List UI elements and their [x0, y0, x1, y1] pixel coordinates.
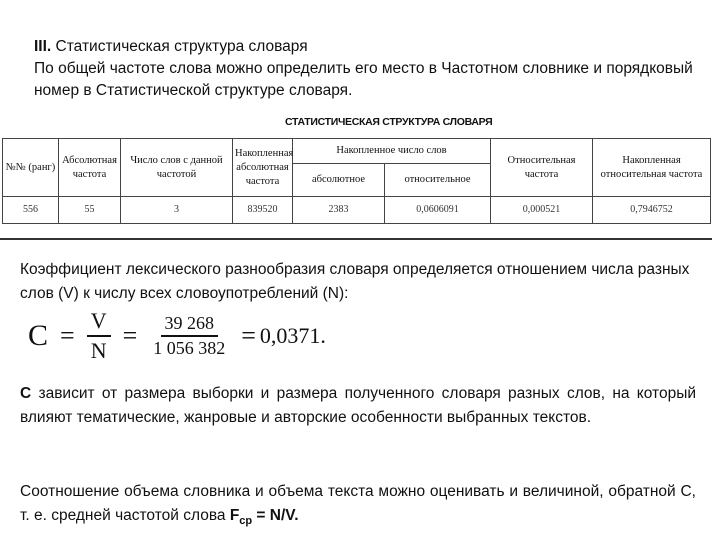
fraction-denominator: N	[90, 338, 107, 363]
section-header	[34, 36, 694, 102]
cell-rel-freq: 0,000521	[491, 197, 593, 224]
cell-words-count: 3	[121, 197, 233, 224]
header-cum-words-abs: абсолютное	[293, 164, 385, 197]
diversity-formula	[28, 310, 326, 362]
dependency-text: зависит от размера выборки и размера полученного словаря разных слов, на который влияют тематические, жанровые и авторские особенности выбранных текстов.	[20, 385, 696, 426]
coefficient-paragraph: Коэффициент лексического разнообразия словаря определяется отношением числа разных слов (V) к числу всех словоупотреблений (N):	[20, 261, 690, 302]
section-title	[34, 36, 694, 58]
cell-cum-abs-freq: 839520	[233, 197, 293, 224]
header-words-count: Число слов с данной частотой	[121, 139, 233, 197]
cell-cum-words-rel: 0,0606091	[385, 197, 491, 224]
statistics-table-figure	[0, 116, 712, 240]
fraction-numerator: 39 268	[161, 313, 219, 337]
formula-subscript: ср	[239, 515, 253, 528]
intro-paragraph: По общей частоте слова можно определить его место в Частотном словнике и порядковый номер в Статистической структуре словаря.	[34, 60, 693, 99]
formula-result: 0,0371.	[259, 323, 326, 348]
statistics-table	[2, 138, 711, 224]
formula-fraction-values	[149, 313, 229, 359]
cell-cum-words-abs: 2383	[293, 197, 385, 224]
cell-cum-rel-freq: 0,7946752	[593, 197, 711, 224]
formula-eq-1: =	[60, 321, 75, 350]
header-cum-abs-freq: Накопленная абсолютная частота	[233, 139, 293, 197]
header-cum-words-rel: относительное	[385, 164, 491, 197]
ratio-paragraph	[20, 480, 696, 533]
formula-fraction-vn	[87, 308, 111, 364]
header-rank: №№ (ранг)	[3, 139, 59, 197]
ratio-text: Соотношение объема словника и объема текста можно оценивать и величиной, обратной С, т. е. средней частотой слова	[20, 483, 696, 524]
section-title-text: Статистическая структура словаря	[55, 38, 308, 55]
coefficient-section	[20, 258, 700, 306]
fraction-numerator: V	[87, 308, 111, 337]
fraction-denominator: 1 056 382	[153, 338, 226, 358]
cell-abs-freq: 55	[59, 197, 121, 224]
c-letter: С	[20, 385, 32, 402]
table-title: СТАТИСТИЧЕСКАЯ СТРУКТУРА СЛОВАРЯ	[285, 116, 493, 128]
header-cum-rel-freq: Накопленная относительная частота	[593, 139, 711, 197]
header-cum-words: Накопленное число слов	[293, 139, 491, 164]
formula-f: F	[229, 507, 240, 524]
section-number: III.	[34, 38, 52, 55]
formula-eq-3: =	[241, 321, 256, 350]
table-row	[3, 197, 711, 224]
formula-lhs: C	[28, 319, 49, 352]
cell-rank: 556	[3, 197, 59, 224]
dependency-section	[20, 382, 696, 430]
dependency-paragraph	[20, 382, 696, 430]
ratio-section	[20, 480, 696, 533]
formula-rest: = N/V.	[252, 507, 299, 524]
header-abs-freq: Абсолютная частота	[59, 139, 121, 197]
mean-frequency-formula	[229, 507, 299, 528]
header-rel-freq: Относительная частота	[491, 139, 593, 197]
formula-eq-2: =	[122, 321, 138, 350]
